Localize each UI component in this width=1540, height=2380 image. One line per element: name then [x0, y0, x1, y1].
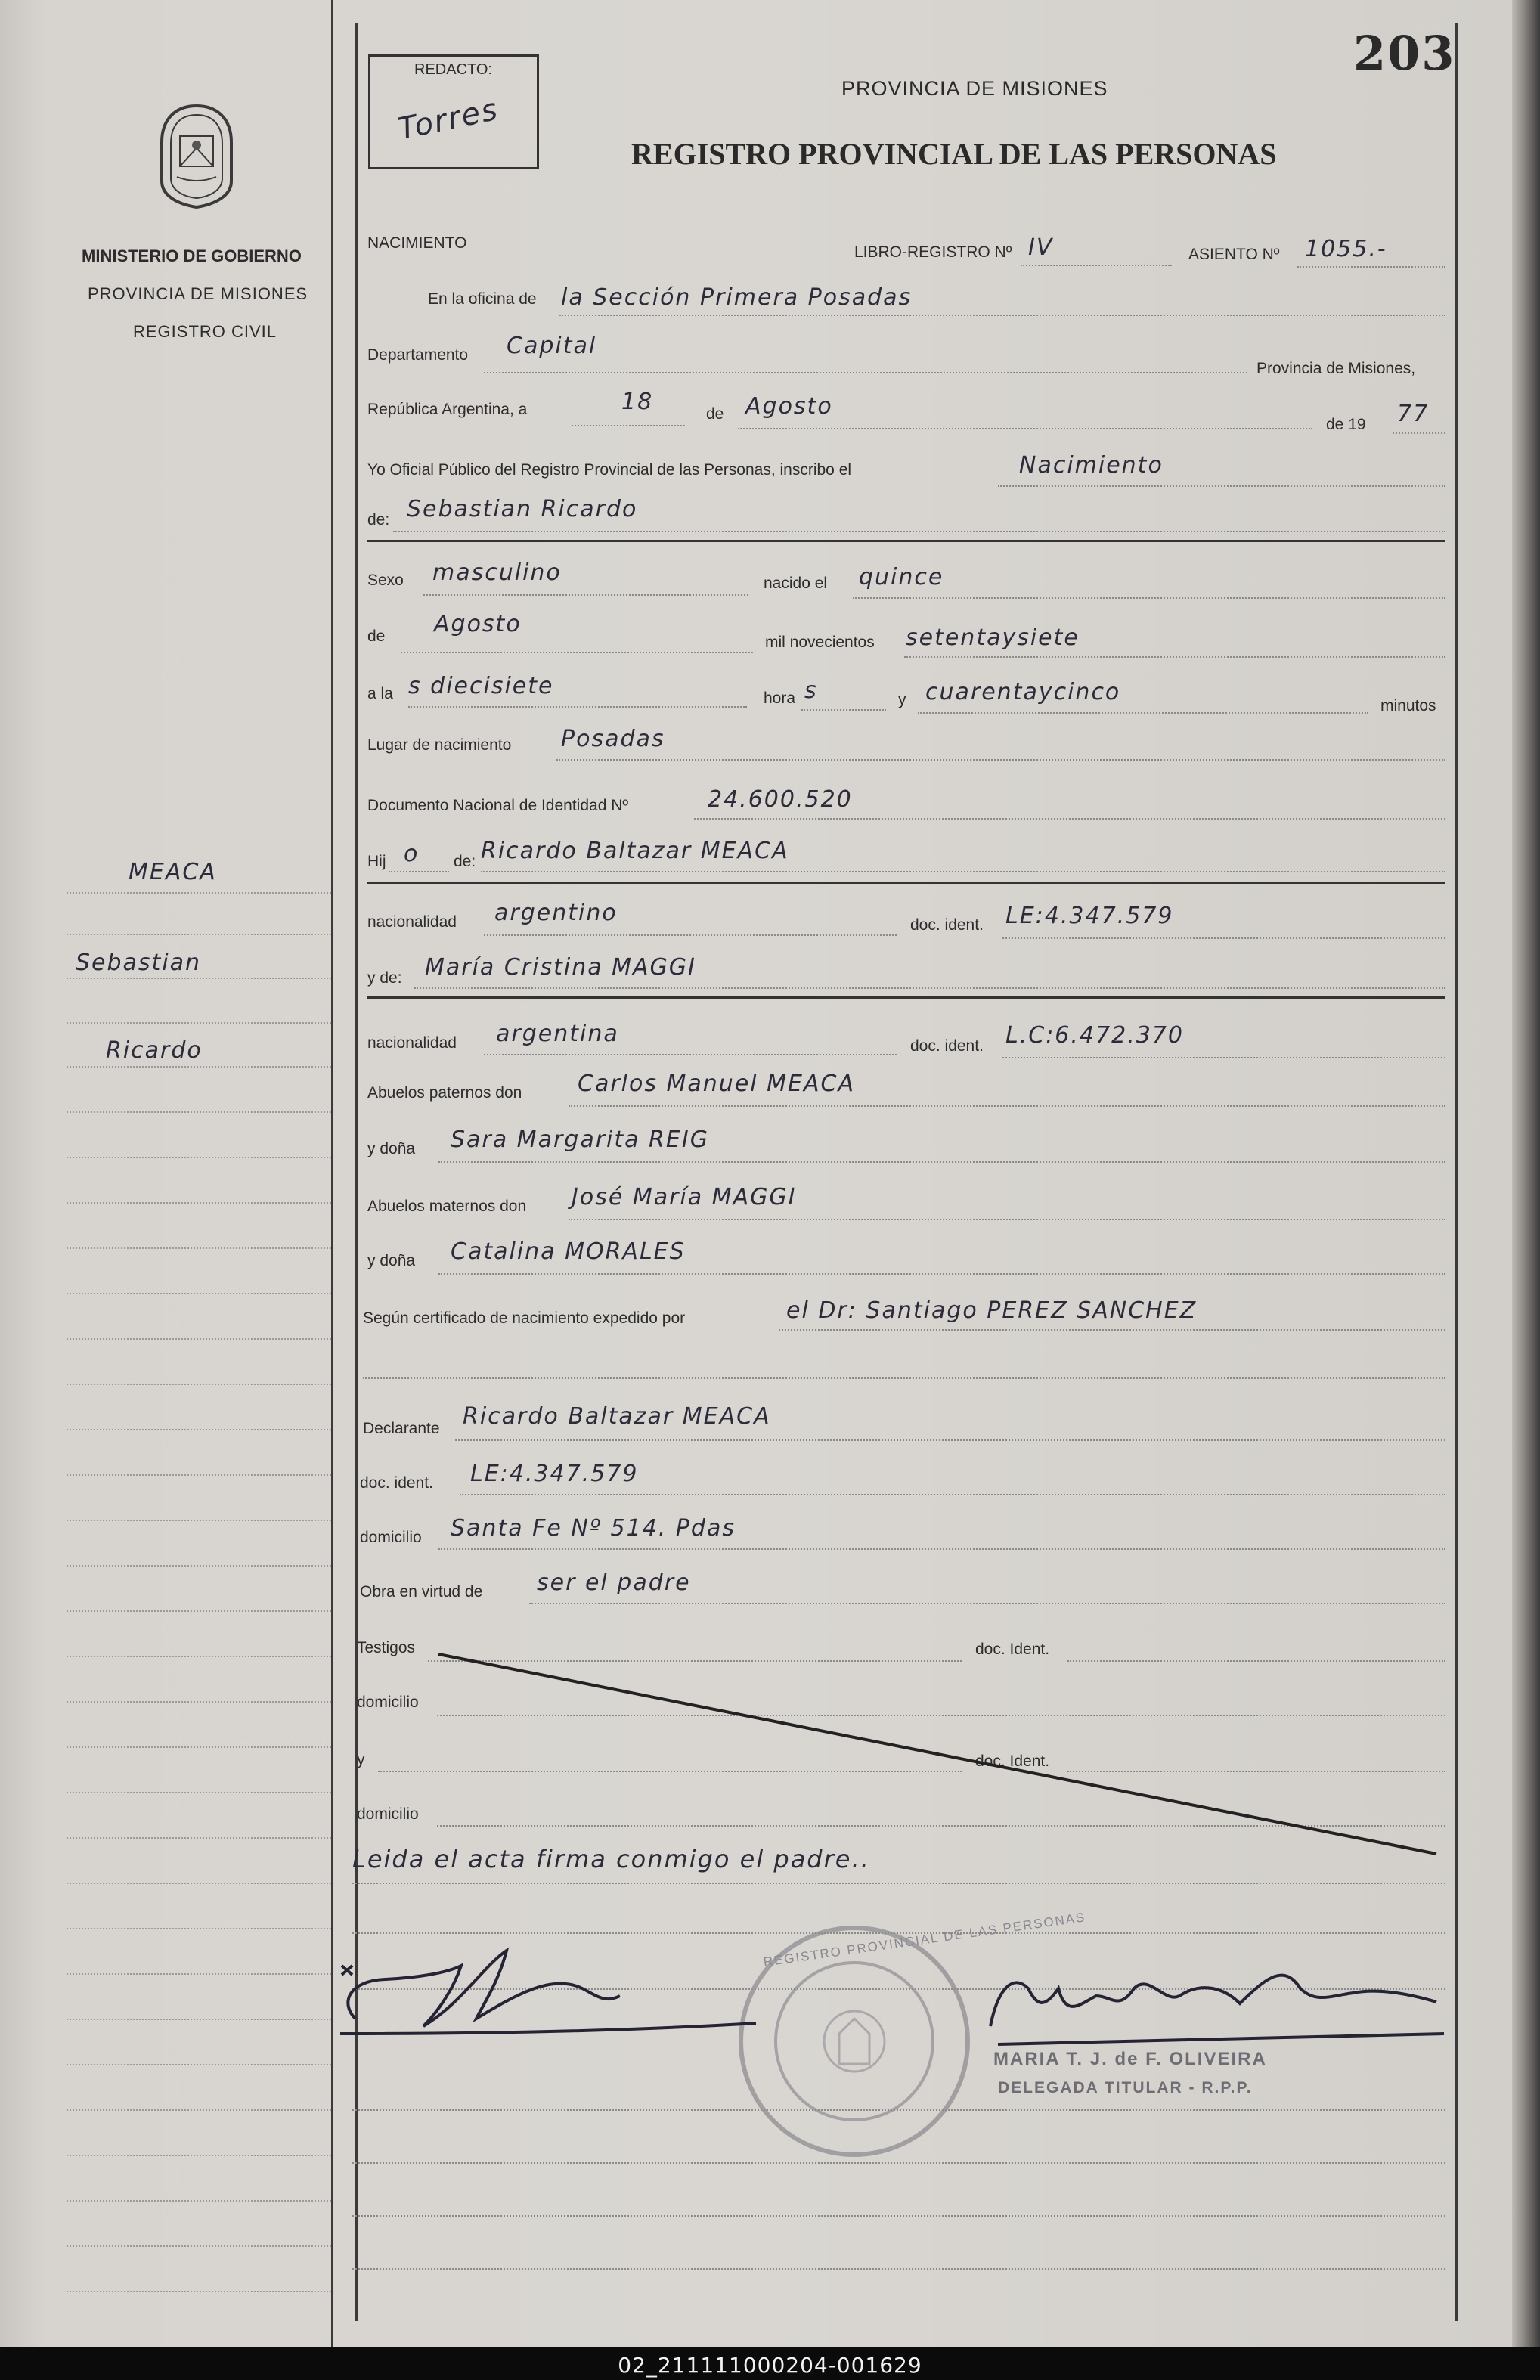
- official-title: DELEGADA TITULAR - R.P.P.: [998, 2079, 1253, 2096]
- doc-madre-value: L.C:6.472.370: [1005, 1022, 1184, 1049]
- declarante-value: Ricardo Baltazar MEACA: [463, 1403, 771, 1430]
- dni-value: 24.600.520: [708, 786, 853, 813]
- ala-label: a la: [367, 685, 393, 702]
- margin-note-first-name: Sebastian: [76, 950, 202, 976]
- asiento-label: ASIENTO Nº: [1188, 246, 1280, 263]
- domicilio-label: domicilio: [360, 1529, 422, 1546]
- province-label-left: PROVINCIA DE MISIONES: [88, 284, 308, 303]
- page-edge-shadow: [1512, 0, 1540, 2347]
- minutos-value: cuarentaycinco: [925, 679, 1121, 705]
- testigos-label: Testigos: [357, 1639, 416, 1656]
- horas-label: hora: [764, 690, 796, 707]
- lugar-value: Posadas: [561, 726, 665, 752]
- doc-declarante-value: LE:4.347.579: [470, 1461, 639, 1487]
- mil-label: mil novecientos: [765, 634, 875, 651]
- madre-value: María Cristina MAGGI: [425, 954, 696, 981]
- father-signature: [340, 1951, 756, 2034]
- y-testigo2-label: y: [357, 1751, 365, 1768]
- signatures: [333, 1920, 1467, 2087]
- redacto-value: Torres: [395, 91, 502, 147]
- dom-testigo2-label: domicilio: [357, 1805, 419, 1823]
- y-minutos-label: y: [898, 691, 906, 708]
- hij-label: Hij: [367, 853, 386, 870]
- nac-padre-value: argentino: [494, 900, 618, 926]
- oficina-value: la Sección Primera Posadas: [561, 284, 913, 311]
- madre-yde-label: y de:: [367, 969, 402, 987]
- page-number: 203: [1353, 26, 1456, 81]
- abpat-dona-label: y doña: [367, 1140, 416, 1157]
- domicilio-value: Santa Fe Nº 514. Pdas: [451, 1515, 736, 1542]
- departamento-value: Capital: [507, 333, 597, 359]
- fecha-de-label: de: [706, 405, 724, 423]
- coat-of-arms-seal: [154, 103, 239, 209]
- libro-value: IV: [1028, 234, 1054, 261]
- oficina-label: En la oficina de: [428, 290, 537, 308]
- doc-madre-label: doc. ident.: [910, 1037, 984, 1055]
- nacido-value: quince: [859, 564, 944, 590]
- sexo-label: Sexo: [367, 572, 404, 589]
- section-rule: [367, 540, 1445, 542]
- abmat-label: Abuelos maternos don: [367, 1198, 527, 1215]
- sexo-value: masculino: [432, 559, 562, 586]
- nac-madre-label: nacionalidad: [367, 1034, 457, 1052]
- stamp-text: REGISTRO PROVINCIAL DE LAS PERSONAS: [762, 1910, 1087, 1969]
- strike-through-line: [431, 1648, 1444, 1860]
- hora-value: s diecisiete: [408, 673, 554, 699]
- nac-padre-label: nacionalidad: [367, 913, 457, 931]
- fecha-anio-value: 77: [1397, 401, 1430, 427]
- abpat-value: Carlos Manuel MEACA: [578, 1071, 855, 1097]
- fecha-dia-value: 18: [621, 389, 654, 415]
- record-type-label: NACIMIENTO: [367, 234, 467, 252]
- asiento-value: 1055.-: [1305, 236, 1387, 262]
- inscribo-value: Nacimiento: [1019, 452, 1164, 479]
- padre-value: Ricardo Baltazar MEACA: [481, 838, 789, 864]
- declarante-label: Declarante: [363, 1420, 440, 1437]
- doc-padre-label: doc. ident.: [910, 916, 984, 934]
- office-label-left: REGISTRO CIVIL: [133, 322, 277, 341]
- departamento-label: Departamento: [367, 346, 469, 364]
- obra-label: Obra en virtud de: [360, 1583, 483, 1601]
- section-rule: [367, 882, 1445, 884]
- redacto-box: [368, 54, 539, 169]
- nombre-value: Sebastian Ricardo: [407, 496, 638, 522]
- registry-title: REGISTRO PROVINCIAL DE LAS PERSONAS: [631, 137, 1277, 171]
- anio-nac-value: setentaysiete: [906, 624, 1080, 651]
- mes-nac-de-label: de: [367, 628, 386, 645]
- redacto-label: REDACTO:: [414, 61, 492, 78]
- official-signature: [990, 1976, 1444, 2044]
- nac-madre-value: argentina: [496, 1021, 619, 1047]
- footer-image-id: 02_211111000204-001629: [618, 2353, 922, 2378]
- minutos-label: minutos: [1380, 697, 1436, 714]
- abpat-dona-value: Sara Margarita REIG: [451, 1126, 709, 1153]
- cert-value: el Dr: Santiago PEREZ SANCHEZ: [786, 1297, 1198, 1324]
- margin-note-middle-name: Ricardo: [106, 1037, 203, 1064]
- fecha-anio-label: de 19: [1326, 416, 1366, 433]
- section-rule: [367, 996, 1445, 999]
- dni-label: Documento Nacional de Identidad Nº: [367, 797, 629, 814]
- abmat-dona-value: Catalina MORALES: [451, 1238, 686, 1265]
- horas-suffix-value: s: [804, 677, 818, 704]
- libro-label: LIBRO-REGISTRO Nº: [854, 243, 1012, 261]
- padre-de-label: de:: [454, 853, 476, 870]
- oficial-text: Yo Oficial Público del Registro Provincial de las Personas, inscribo el: [367, 461, 852, 479]
- header-province: PROVINCIA DE MISIONES: [841, 77, 1108, 100]
- lugar-label: Lugar de nacimiento: [367, 736, 512, 754]
- margin-note-surname: MEACA: [129, 859, 217, 885]
- doc-padre-value: LE:4.347.579: [1005, 903, 1174, 929]
- doc-declarante-label: doc. ident.: [360, 1474, 433, 1492]
- nacido-label: nacido el: [764, 575, 828, 592]
- provincia-suffix: Provincia de Misiones,: [1256, 360, 1416, 377]
- obra-value: ser el padre: [537, 1570, 691, 1596]
- abmat-dona-label: y doña: [367, 1252, 416, 1269]
- doc-testigo1-label: doc. Ident.: [975, 1641, 1050, 1658]
- abmat-value: José María MAGGI: [572, 1184, 797, 1210]
- ministry-label: MINISTERIO DE GOBIERNO: [82, 246, 302, 265]
- doc-testigo2-label: doc. Ident.: [975, 1752, 1050, 1770]
- closing-text: Leida el acta firma conmigo el padre..: [352, 1845, 870, 1873]
- hij-value: o: [404, 841, 420, 867]
- republica-label: República Argentina, a: [367, 401, 528, 418]
- fecha-mes-value: Agosto: [745, 393, 833, 420]
- cert-label: Según certificado de nacimiento expedido por: [363, 1309, 686, 1327]
- dom-testigo1-label: domicilio: [357, 1694, 419, 1711]
- official-name: MARIA T. J. de F. OLIVEIRA: [993, 2049, 1267, 2069]
- nombre-de-label: de:: [367, 511, 390, 528]
- abpat-label: Abuelos paternos don: [367, 1084, 522, 1102]
- mes-nac-value: Agosto: [434, 611, 522, 637]
